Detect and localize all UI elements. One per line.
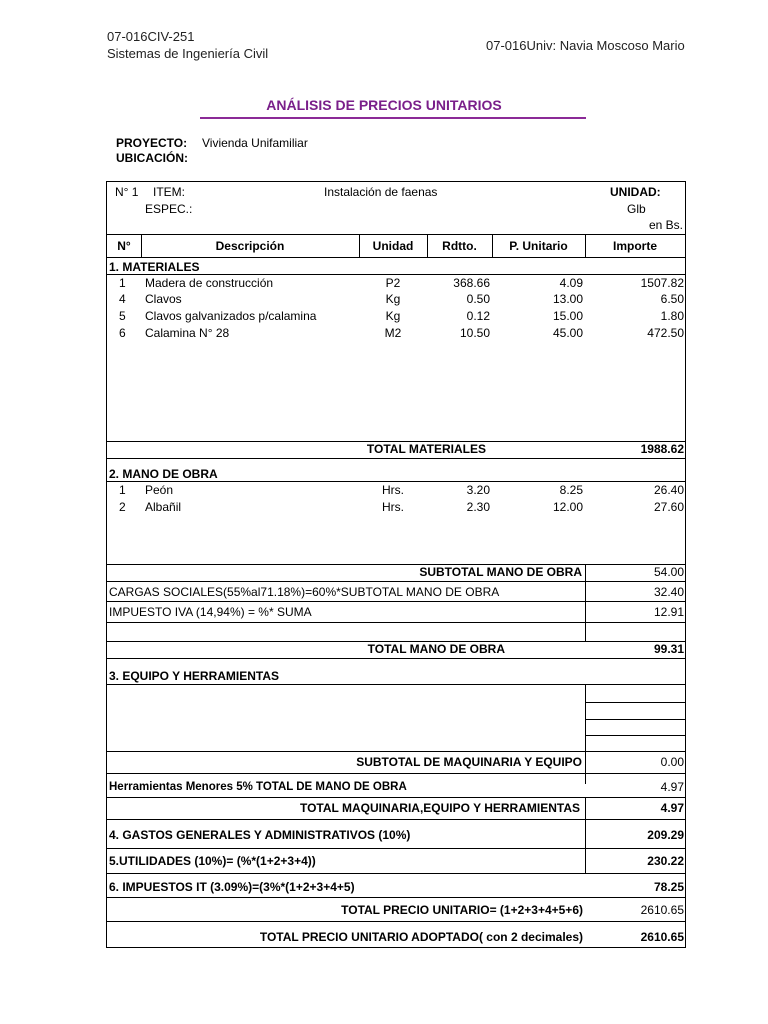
row-p-unitario: 8.25 [559,483,583,497]
divider [107,481,685,482]
row-number: 4 [119,292,126,306]
divider [107,773,685,774]
column-header-p-unitario: P. Unitario [509,239,568,253]
row-rdtto: 2.30 [466,500,490,514]
subtotal-mano-de-obra-value: 54.00 [653,565,684,579]
total-maquinaria-label: TOTAL MAQUINARIA,EQUIPO Y HERRAMIENTAS [299,801,580,815]
column-header-importe: Importe [612,239,657,253]
item-value: Instalación de faenas [324,185,438,199]
column-divider [585,564,586,642]
item-label: ITEM: [153,185,185,199]
total-materiales-value: 1988.62 [640,442,684,456]
row-unidad: Hrs. [382,500,404,514]
divider [107,274,685,275]
total-precio-unitario-label: TOTAL PRECIO UNITARIO= (1+2+3+4+5+6) [341,903,583,917]
unidad-label: UNIDAD: [610,185,661,199]
row-rdtto: 0.12 [466,309,490,323]
total-adoptado-label: TOTAL PRECIO UNITARIO ADOPTADO( con 2 decimales) [259,930,583,944]
column-divider [585,797,586,819]
row-p-unitario: 13.00 [552,292,583,306]
section-heading-equipo: 3. EQUIPO Y HERRAMIENTAS [109,669,280,683]
divider [107,622,685,623]
divider [107,921,685,922]
row-unidad: Kg [385,309,401,323]
divider [107,897,685,898]
section-heading-materiales: 1. MATERIALES [109,260,200,274]
cargas-sociales-value: 32.40 [653,585,684,599]
title-underline [200,117,586,119]
row-rdtto: 368.66 [453,276,490,290]
total-mano-de-obra-label: TOTAL MANO DE OBRA [367,642,505,656]
subtotal-maquinaria-label: SUBTOTAL DE MAQUINARIA Y EQUIPO [356,755,582,769]
row-unidad: Kg [385,292,401,306]
column-divider [585,848,586,873]
divider [585,735,685,736]
column-header-unidad: Unidad [372,239,414,253]
divider [107,848,685,849]
subtotal-maquinaria-value: 0.00 [660,755,684,769]
utilidades-value: 230.22 [647,854,684,868]
item-number: N° 1 [115,185,139,199]
student-name: 07-016Univ: Navia Moscoso Mario [486,38,685,53]
column-header-no: N° [117,239,131,253]
impuesto-iva-label: IMPUESTO IVA (14,94%) = %* SUMA [109,605,312,619]
impuesto-iva-value: 12.91 [653,605,684,619]
row-number: 1 [119,483,126,497]
unidad-value: Glb [627,202,646,216]
divider [107,581,685,582]
total-materiales-label: TOTAL MATERIALES [366,442,486,456]
section-heading-mano-de-obra: 2. MANO DE OBRA [109,467,218,481]
column-divider [585,819,586,848]
row-p-unitario: 4.09 [559,276,583,290]
row-rdtto: 3.20 [466,483,490,497]
herramientas-menores-value: 4.97 [660,780,684,794]
espec-label: ESPEC.: [145,202,193,216]
gastos-generales-value: 209.29 [647,828,684,842]
row-description: Peón [145,483,174,497]
document-title: ANÁLISIS DE PRECIOS UNITARIOS [266,97,502,113]
row-importe: 1507.82 [640,276,684,290]
divider [107,873,685,874]
row-description: Calamina N° 28 [145,326,230,340]
divider [107,797,685,798]
row-description: Madera de construcción [145,276,274,290]
divider [107,234,685,235]
subtotal-mano-de-obra-label: SUBTOTAL MANO DE OBRA [419,565,582,579]
row-number: 6 [119,326,126,340]
column-header-descripcion: Descripción [215,239,285,253]
total-adoptado-value: 2610.65 [640,930,684,944]
row-number: 1 [119,276,126,290]
divider [107,684,685,685]
row-description: Albañil [145,500,182,514]
currency-label: en Bs. [648,218,683,232]
impuestos-it-label: 6. IMPUESTOS IT (3.09%)=(3%*(1+2+3+4+5) [109,880,355,894]
divider [107,751,685,752]
ubicacion-label: UBICACIÓN: [116,151,188,165]
herramientas-menores-label: Herramientas Menores 5% TOTAL DE MANO DE OBRA [109,781,407,793]
row-description: Clavos galvanizados p/calamina [145,309,317,323]
row-importe: 27.60 [653,500,684,514]
document-code: 07-016CIV-251 [107,29,195,44]
gastos-generales-label: 4. GASTOS GENERALES Y ADMINISTRATIVOS (10%) [109,828,411,842]
divider [107,658,685,659]
row-importe: 472.50 [647,326,684,340]
row-importe: 26.40 [653,483,684,497]
row-p-unitario: 15.00 [552,309,583,323]
row-unidad: P2 [385,276,401,290]
cargas-sociales-label: CARGAS SOCIALES(55%al71.18%)=60%*SUBTOTAL MANO DE OBRA [109,585,500,599]
divider [585,719,685,720]
total-maquinaria-value: 4.97 [660,801,684,815]
proyecto-label: PROYECTO: [116,136,188,150]
utilidades-label: 5.UTILIDADES (10%)= (%*(1+2+3+4)) [109,854,316,868]
divider [107,819,685,820]
divider [585,702,685,703]
row-number: 2 [119,500,126,514]
row-rdtto: 0.50 [466,292,490,306]
row-unidad: M2 [384,326,402,340]
column-header-rdtto: Rdtto. [442,239,477,253]
price-analysis-sheet [106,181,686,948]
row-unidad: Hrs. [382,483,404,497]
row-rdtto: 10.50 [459,326,490,340]
row-number: 5 [119,309,126,323]
divider [107,257,685,258]
divider [107,458,685,459]
total-precio-unitario-value: 2610.65 [640,903,684,917]
column-divider [585,684,586,784]
proyecto-value: Vivienda Unifamiliar [202,136,308,150]
row-p-unitario: 45.00 [552,326,583,340]
impuestos-it-value: 78.25 [653,880,684,894]
row-p-unitario: 12.00 [552,500,583,514]
course-name: Sistemas de Ingeniería Civil [107,46,269,61]
divider [107,601,685,602]
row-importe: 1.80 [660,309,684,323]
row-description: Clavos [145,292,182,306]
row-importe: 6.50 [660,292,684,306]
total-mano-de-obra-value: 99.31 [653,642,684,656]
